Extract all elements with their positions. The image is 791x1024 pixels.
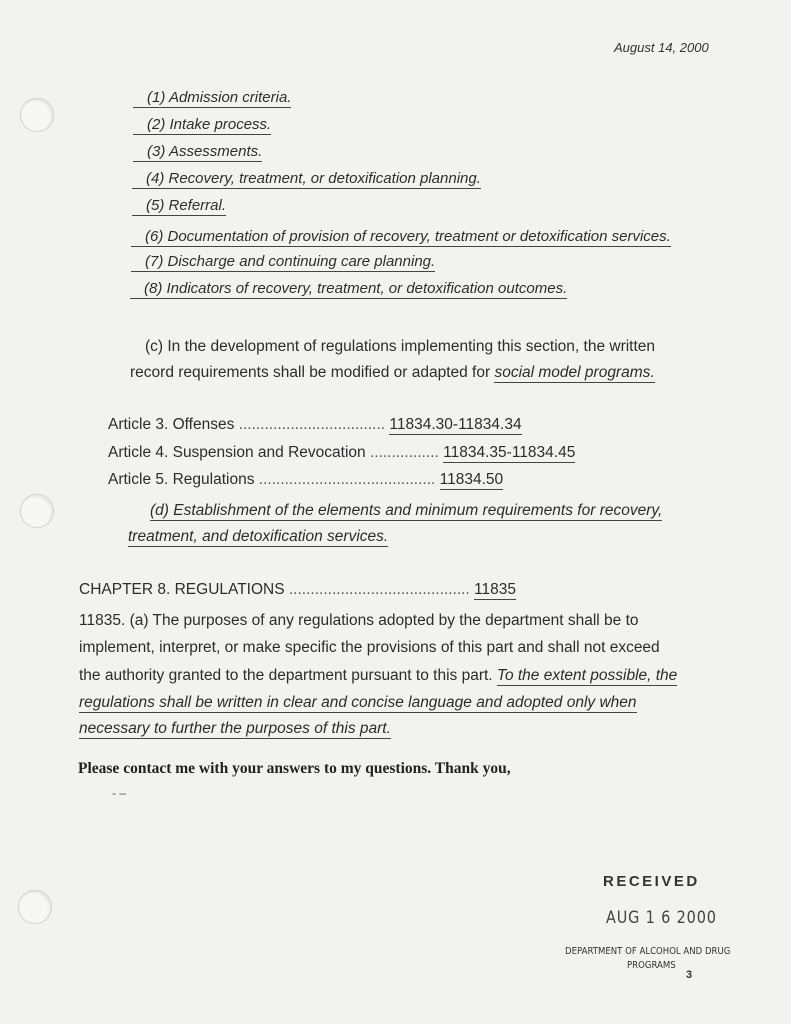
punch-hole-middle (20, 494, 54, 528)
letter-date: August 14, 2000 (614, 40, 709, 55)
article-3-row: Article 3. Offenses .................................. 11834.30-11834.34 (108, 416, 522, 433)
paragraph-d-line1: (d) Establishment of the elements and minimum requirements for recovery, (150, 502, 663, 519)
section-11835-line1: 11835. (a) The purposes of any regulations adopted by the department shall be to (79, 612, 639, 629)
list-item: (6) Documentation of provision of recovery, treatment or detoxification services. (131, 228, 671, 245)
stray-mark: - – (112, 786, 127, 800)
closing-line: Please contact me with your answers to my questions. Thank you, (78, 760, 511, 777)
social-model-programs: social model programs. (494, 364, 655, 381)
section-11835-line2: implement, interpret, or make specific the provisions of this part and shall not exceed (79, 639, 660, 656)
stamp-department: DEPARTMENT OF ALCOHOL AND DRUG (565, 946, 731, 957)
page-number: 3 (686, 969, 693, 981)
list-item: (1) Admission criteria. (133, 89, 291, 106)
section-11835-line3: the authority granted to the department pursuant to this part. To the extent possible, the (79, 667, 678, 684)
punch-hole-bottom (18, 890, 52, 924)
chapter-8-row: CHAPTER 8. REGULATIONS .......................................... 11835 (79, 581, 517, 598)
list-item: (8) Indicators of recovery, treatment, or detoxification outcomes. (130, 280, 567, 297)
paragraph-c-line1: (c) In the development of regulations implementing this section, the written (145, 338, 656, 355)
article-5-row: Article 5. Regulations ......................................... 11834.50 (108, 471, 504, 488)
paragraph-c-line2: record requirements shall be modified or adapted for social model programs. (130, 364, 655, 381)
article-ref: 11834.35-11834.45 (443, 444, 576, 461)
list-item: (4) Recovery, treatment, or detoxification planning. (132, 170, 481, 187)
article-ref: 11834.30-11834.34 (389, 416, 522, 433)
list-item: (5) Referral. (132, 197, 226, 214)
punch-hole-top (20, 98, 54, 132)
list-item: (2) Intake process. (133, 116, 271, 133)
article-ref: 11834.50 (439, 471, 504, 488)
article-4-row: Article 4. Suspension and Revocation ................ 11834.35-11834.45 (108, 444, 576, 461)
chapter-ref: 11835 (474, 581, 517, 598)
list-item: (7) Discharge and continuing care planning. (131, 253, 435, 270)
stamp-received-label: RECEIVED (603, 873, 700, 890)
list-item: (3) Assessments. (133, 143, 262, 160)
stamp-date: AUG 1 6 2000 (606, 908, 717, 928)
paragraph-d-line2: treatment, and detoxification services. (128, 528, 389, 545)
stamp-department-line2: PROGRAMS (627, 960, 676, 971)
section-11835-line5: necessary to further the purposes of this part. (79, 720, 391, 737)
section-11835-line4: regulations shall be written in clear and concise language and adopted only when (79, 694, 637, 711)
